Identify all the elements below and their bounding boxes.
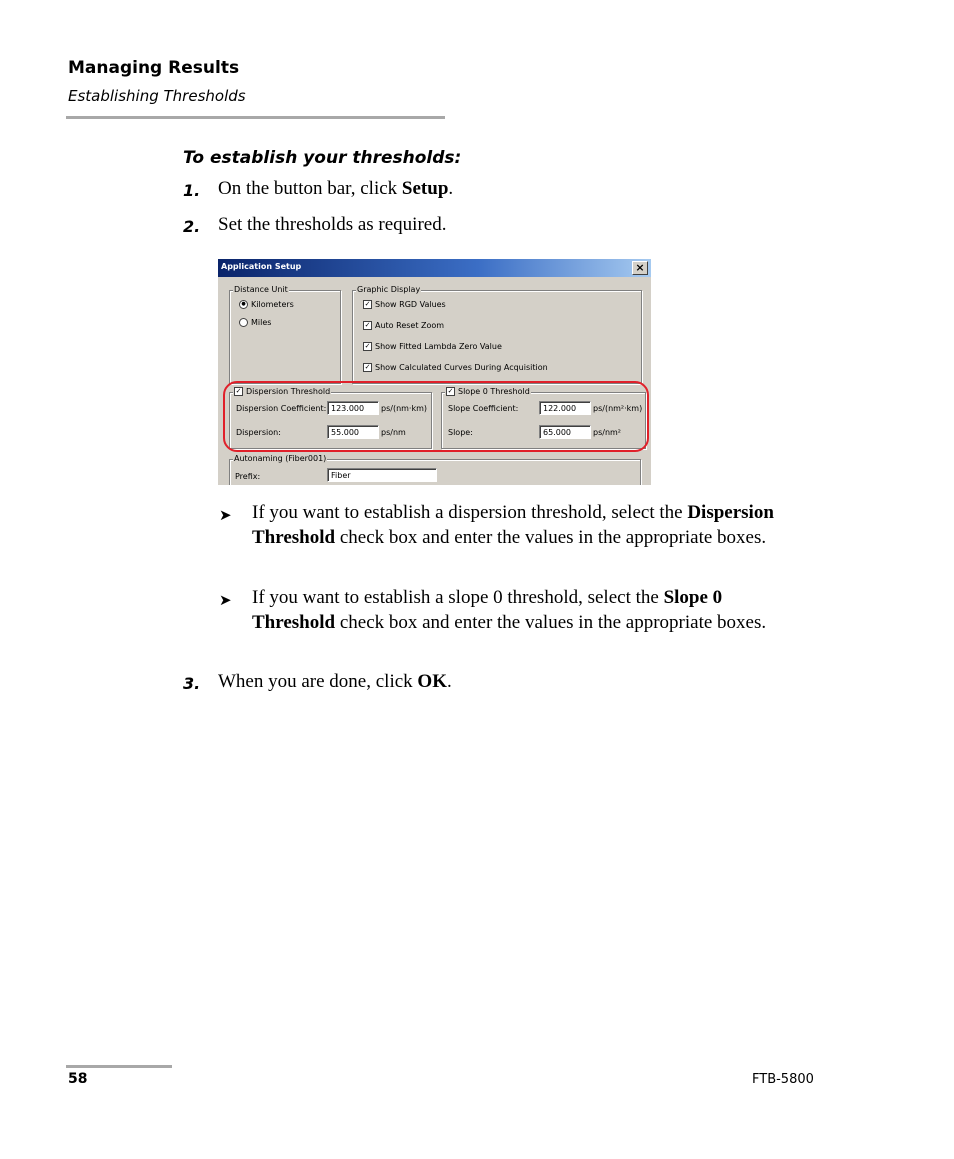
checkbox-auto-reset-zoom[interactable]: ✓ Auto Reset Zoom [364, 321, 445, 330]
bullet-arrow-icon: ➤ [219, 591, 232, 609]
step-2-number: 2. [183, 217, 201, 236]
radio-kilometers[interactable]: ● Kilometers [239, 300, 294, 309]
bullet-2-text: If you want to establish a slope 0 threshold, select the Slope 0 Threshold check box and enter the values in the appropriate boxes. [252, 587, 767, 633]
autonaming-group [229, 454, 641, 485]
bullet-1-text: If you want to establish a dispersion threshold, select the Dispersion Threshold check box and enter the values in the appropriate boxes. [252, 502, 774, 548]
slope-label: Slope: [448, 428, 473, 437]
close-icon[interactable]: × [632, 261, 648, 275]
slope-input[interactable]: 65.000 [539, 425, 591, 439]
checkbox-show-fitted-lambda-zero[interactable]: ✓ Show Fitted Lambda Zero Value [364, 342, 502, 351]
dispersion-coefficient-input[interactable]: 123.000 [327, 401, 379, 415]
dispersion-coefficient-label: Dispersion Coefficient: [236, 404, 327, 413]
prefix-input[interactable]: Fiber [327, 468, 437, 482]
checkbox-show-calculated-curves[interactable]: ✓ Show Calculated Curves During Acquisition [364, 363, 548, 372]
dialog-titlebar [218, 259, 651, 277]
dispersion-label: Dispersion: [236, 428, 281, 437]
graphic-display-label: Graphic Display [357, 285, 421, 294]
checkmark-icon: ✓ [447, 387, 454, 395]
distance-unit-label: Distance Unit [234, 285, 288, 294]
checkmark-icon: ✓ [364, 363, 371, 371]
dispersion-unit: ps/nm [381, 428, 406, 437]
product-name: FTB-5800 [752, 1072, 814, 1087]
checkbox-show-rgd-values[interactable]: ✓ Show RGD Values [364, 300, 446, 309]
threshold-highlight-ellipse [223, 381, 649, 452]
running-header-title: Managing Results [68, 58, 240, 78]
radio-selected-icon: ● [239, 300, 248, 309]
dispersion-coefficient-unit: ps/(nm·km) [381, 404, 428, 413]
autonaming-label: Autonaming (Fiber001) [234, 454, 327, 463]
checkmark-icon: ✓ [235, 387, 242, 395]
dispersion-input[interactable]: 55.000 [327, 425, 379, 439]
radio-empty-icon [239, 318, 248, 327]
slope-threshold-toggle[interactable]: ✓ Slope 0 Threshold [445, 387, 531, 396]
prefix-label: Prefix: [235, 472, 261, 481]
step-3-bold: OK [417, 671, 447, 692]
bullet-2-bold: Slope 0 Threshold [252, 587, 723, 633]
procedure-title: To establish your thresholds: [183, 148, 462, 168]
step-3-text: When you are done, click OK. [218, 671, 452, 692]
checkmark-icon: ✓ [364, 321, 371, 329]
slope-coefficient-label: Slope Coefficient: [448, 404, 519, 413]
header-rule [66, 116, 445, 119]
step-1-number: 1. [183, 181, 201, 200]
distance-unit-group [229, 285, 341, 384]
step-1-text: On the button bar, click Setup. [218, 178, 454, 199]
running-header-subtitle: Establishing Thresholds [68, 87, 246, 105]
step-2-text: Set the thresholds as required. [218, 214, 447, 235]
page-number: 58 [68, 1071, 88, 1087]
dispersion-threshold-toggle[interactable]: ✓ Dispersion Threshold [233, 387, 331, 396]
graphic-display-group [352, 285, 642, 384]
footer-rule [66, 1065, 172, 1068]
step-3-number: 3. [183, 674, 201, 693]
bullet-arrow-icon: ➤ [219, 506, 232, 524]
checkmark-icon: ✓ [364, 300, 371, 308]
slope-coefficient-unit: ps/(nm²·km) [593, 404, 643, 413]
slope-unit: ps/nm² [593, 428, 622, 437]
checkmark-icon: ✓ [364, 342, 371, 350]
radio-miles[interactable]: Miles [239, 318, 271, 327]
bullet-1-bold: Dispersion Threshold [252, 502, 774, 548]
slope-coefficient-input[interactable]: 122.000 [539, 401, 591, 415]
step-1-bold: Setup [401, 178, 449, 199]
dialog-title: Application Setup [221, 262, 302, 271]
